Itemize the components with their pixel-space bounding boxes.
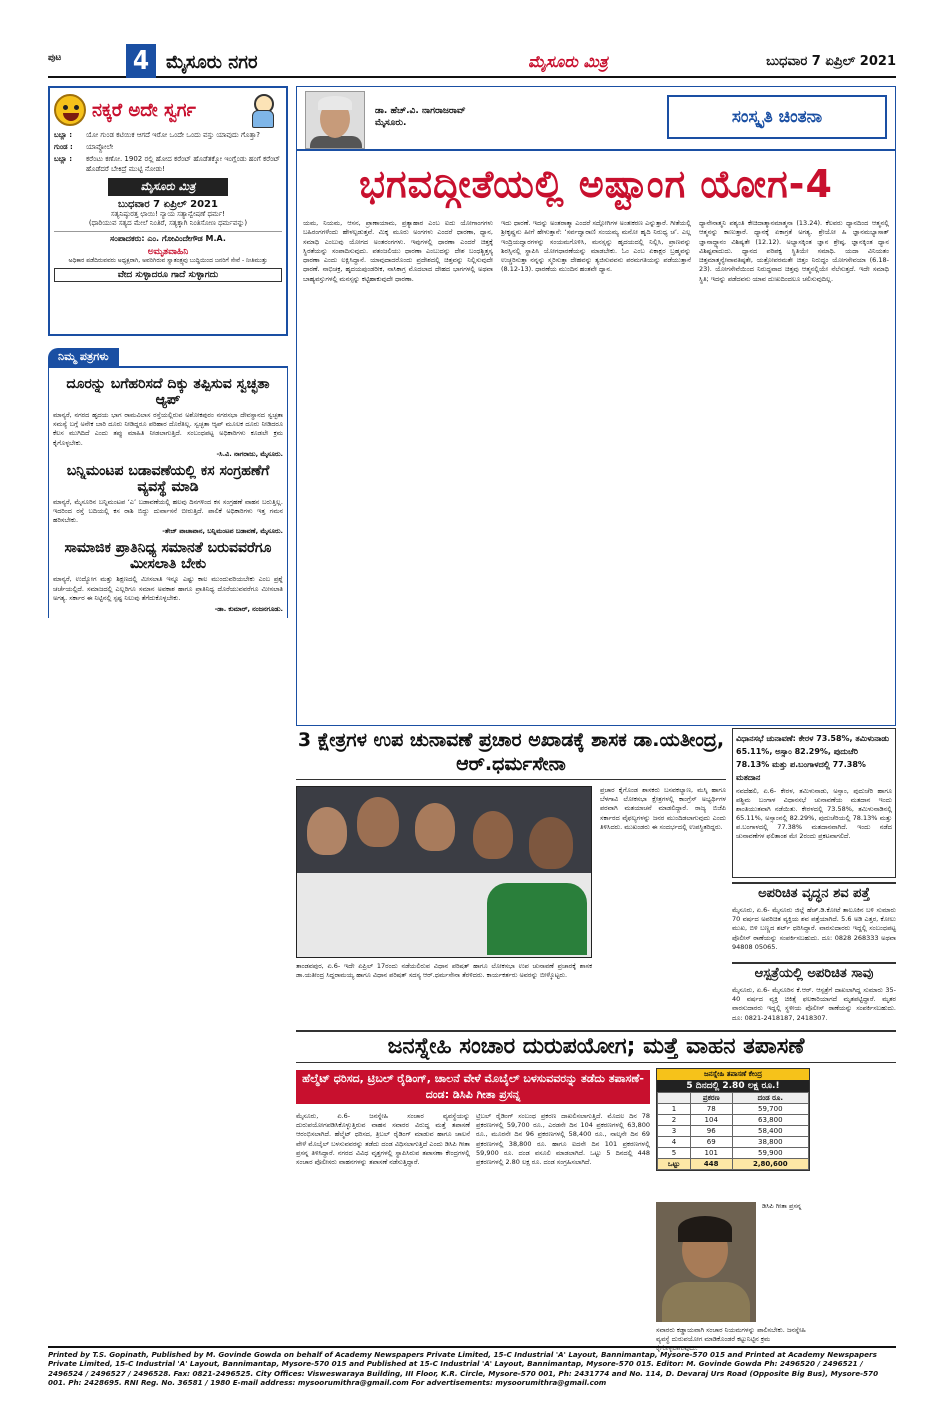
table-row: 5 101 59,900 xyxy=(658,1148,809,1159)
cartoon-figure-icon xyxy=(242,92,282,128)
author-byline xyxy=(375,105,466,129)
result-body: ನವದೆಹಲಿ, ಏ.6- ಕೇರಳ, ತಮಿಳುನಾಡು, ಅಸ್ಸಾಂ, ಪುದುಚೆರಿ ಹಾಗೂ ಪಶ್ಚಿಮ ಬಂಗಾಳ ವಿಧಾನಸಭೆ ಚುನಾವಣೆಯ ಮತದಾನ ಇಂದು ಶಾಂತಿಯುತವಾಗಿ ನಡೆಯಿತು. ಕೇರಳದಲ್ಲಿ 73.58%, ತಮಿಳುನಾಡಿನಲ್ಲಿ 65.11%, ಅಸ್ಸಾಂನಲ್ಲಿ 82.29%, ಪುದುಚೆರಿಯಲ್ಲಿ 78.13% ಮತ್ತು ಪ.ಬಂಗಾಳದಲ್ಲಿ 77.38% ಮತದಾನವಾಗಿದೆ. ಇಂದು ನಡೆದ ಚುನಾವಣೆಗಳ ಫಲಿತಾಂಶ ಮೇ 2ರಂದು ಪ್ರಕಟವಾಗಲಿದೆ. xyxy=(736,787,892,840)
joke-title: ನಕ್ಕರೆ ಅದೇ ಸ್ವರ್ಗ xyxy=(92,99,196,121)
article-headline: ಭಗವದ್ಗೀತೆಯಲ್ಲಿ ಅಷ್ಟಾಂಗ ಯೋಗ-4 xyxy=(359,162,833,206)
letters-section xyxy=(48,366,288,618)
notice-body: ಮೈಸೂರು, ಏ.6- ಮೈಸೂರು ಜಿಲ್ಲೆ ಹೆಚ್.ಡಿ.ಕೋಟೆ ತಾಲೂಕಿನ ಬಳಿ ಸುಮಾರು 70 ವರ್ಷದ ಅಪರಿಚಿತ ವ್ಯಕ್ತಿಯ ಶವ ಪತ್ತೆಯಾಗಿದೆ. 5.6 ಅಡಿ ಎತ್ತರ, ಕೋಲು ಮುಖ, ಬಿಳಿ ಬಣ್ಣದ ಶರ್ಟ್ ಧರಿಸಿದ್ದಾರೆ. ವಾರಸುದಾರರು ಇದ್ದಲ್ಲಿ ಸಂಬಂಧಪಟ್ಟ ಪೊಲೀಸ್ ಠಾಣೆಯನ್ನು ಸಂಪರ್ಕಿಸಬಹುದು. ದೂ: 0828 268333 ಅಥವಾ 94808 05065. xyxy=(732,906,896,951)
article-headline: ಜನಸ್ನೇಹಿ ಸಂಚಾರ ದುರುಪಯೋಗ; ಮತ್ತೆ ವಾಹನ ತಪಾಸಣೆ xyxy=(296,1030,896,1063)
article-columns xyxy=(303,219,889,719)
unclaimed-body-notices xyxy=(732,882,896,1340)
result-lead: ವಿಧಾನಸಭೆ ಚುನಾವಣೆ: ಕೇರಳ 73.58%, ತಮಿಳುನಾಡು 65.11%, ಅಸ್ಸಾಂ 82.29%, ಪುದುಚೆರಿ 78.13% ಮತ್ತು ಪ.ಬಂಗಾಳದಲ್ಲಿ 77.38% ಮತದಾನ xyxy=(736,734,890,782)
joke-line: ಬಬ್ಲಾ : ಕರೆಂಟು ಕಣೋ. 1902 ರಲ್ಲಿ ಹೋದ ಕರೆಂಟ್ ಹೊಡೆತಕ್ಕೋ ಇಂಗ್ಲೆಂಡು ಹಂಗೆ ಕರೆಂಟ್ ಹೊಡೆದರೆ ಬೇಕಿದ್ರೆ ಮುಟ್ಟಿ ನೋಡು! xyxy=(54,155,281,173)
article-subhead: ಹೆಲ್ಮೆಟ್ ಧರಿಸದ, ಟ್ರಿಬಲ್ ರೈಡಿಂಗ್, ಚಾಲನೆ ವೇಳೆ ಮೊಬೈಲ್ ಬಳಸುವವರನ್ನು ತಡೆದು ತಪಾಸಣೆ-ದಂಡ: ಡಿಸಿಪಿ ಗೀತಾ ಪ್ರಸನ್ನ xyxy=(296,1070,650,1104)
letter-headline: ದೂರನ್ನು ಬಗೆಹರಿಸದೆ ದಿಕ್ಕು ತಪ್ಪಿಸುವ ಸ್ವಚ್ಛತಾ ಆ್ಯಪ್ xyxy=(66,376,270,408)
proverb: ವೇದ ಸುಳ್ಳಾದರೂ ಗಾದೆ ಸುಳ್ಳಾಗದು xyxy=(54,268,282,282)
masthead xyxy=(48,46,896,78)
author-photo xyxy=(305,91,365,149)
letter-signature: -ಡಾ. ಕುಮಾರ್, ನಂಜನಗೂಡು. xyxy=(214,605,283,614)
page-label: ಪುಟ xyxy=(48,53,62,63)
article-columns xyxy=(296,1112,650,1340)
notice-headline: ಆಸ್ಪತ್ರೆಯಲ್ಲಿ ಅಪರಿಚಿತ ಸಾವು xyxy=(732,962,896,982)
notice-body: ಮೈಸೂರು, ಏ.6- ಮೈಸೂರಿನ ಕೆ.ಆರ್. ಆಸ್ಪತ್ರೆಗೆ ದಾಖಲಾಗಿದ್ದ ಸುಮಾರು 35-40 ವರ್ಷದ ವ್ಯಕ್ತಿ ಚಿಕಿತ್ಸೆ ಫಲಕಾರಿಯಾಗದೆ ಮೃತಪಟ್ಟಿದ್ದಾರೆ. ಮೃತರ ವಾರಸುದಾರರು ಇದ್ದಲ್ಲಿ ಸ್ಥಳೀಯ ಪೊಲೀಸ್ ಠಾಣೆಯನ್ನು ಸಂಪರ್ಕಿಸಬಹುದು. ದೂ: 0821-2418187, 2418307. xyxy=(732,986,896,1022)
letter-body: ಮಾನ್ಯರೆ, ನಗರದ ಹೃದಯ ಭಾಗ ರಾಮವಿಲಾಸ ರಸ್ತೆಯಲ್ಲಿರುವ ಅಶೋಕಪುರಂ ನಗರಸಭಾ ದೇವಸ್ಥಾನದ ಸ್ವಚ್ಛತಾ ಸಮಸ್ಯೆ ಬಗ್ಗೆ ಅನೇಕ ಬಾರಿ ದೂರು ನೀಡಿದ್ದರೂ ಪರಿಹಾರ ದೊರೆತಿಲ್ಲ. ಸ್ವಚ್ಛತಾ ಆ್ಯಪ್ ಮೂಲಕ ದೂರು ನೀಡಿದರೂ ಕೆಲಸ ಮುಗಿದಿದೆ ಎಂದು ತಪ್ಪು ಮಾಹಿತಿ ನೀಡಲಾಗುತ್ತಿದೆ. ಸಂಬಂಧಪಟ್ಟ ಅಧಿಕಾರಿಗಳು ಕೂಡಲೇ ಕ್ರಮ ಕೈಗೊಳ್ಳಬೇಕು. xyxy=(53,411,283,447)
letter-signature: -ಸಿ.ವಿ. ನಾಗರಾಜು, ಮೈಸೂರು. xyxy=(216,449,283,458)
quote-text: ಅಧಿಕಾರ ಪಡೆದಿರುವವರು ಅಧ್ಯಕ್ಷರಾಗಿ, ಅವರಿಗಿರುವ ಸ್ವಾತಂತ್ರ್ಯವು ಬುದ್ಧಿಯಿಂದ ಜನರಿಗೆ ಸೇವೆ - ನೀತಿಮುತ್ತು xyxy=(68,257,268,264)
news-photo xyxy=(296,786,592,958)
editor-line: ಸಂಪಾದಕರು: ಎಂ. ಗೋವಿಂದೇಗೌಡ M.A. xyxy=(54,231,282,244)
imprint-footer: Printed by T.S. Gopinath, Published by M. Govinde Gowda on behalf of Academy Newspapers Private Limited, 15-C Industrial 'A' Layout, Bannimantap, Mysore-570 015 and Printed at Academy Newspapers Private Limited, 15-C Industrial 'A' Layout, Bannimantap, Mysore-570 015 and Published at 15-C Industrial 'A' Layout, Bannimantap, Mysore-570 015. Editor: M. Govinde Gowda Ph: 2496520 / 2496521 / 2496524 / 2496527 / 2496528. Fax: 0821-2496525. City Offices: Visweswaraya Building, III Floor, K.R. Circle, Mysore-570 001, Ph: 2431774 and No. 114, D. Devaraj Urs Road (Opposite Big Bus), Mysore-570 001. Ph: 2428695. RNI Reg. No. 36581 / 1980 E-mail address: mysoorumithra@gmail.com For advertisements: mysoorumithra@gmail.com xyxy=(48,1346,896,1404)
issue-date: ಬುಧವಾರ 7 ಏಪ್ರಿಲ್ 2021 xyxy=(766,54,896,69)
photo-label: ಡಿಸಿಪಿ ಗೀತಾ ಪ್ರಸನ್ನ xyxy=(762,1202,802,1210)
letter-body: ಮಾನ್ಯರೆ, ಮೈಸೂರಿನ ಬನ್ನಿಮಂಟಪ ‘ಎ’ ಬಡಾವಣೆಯಲ್ಲಿ ಹಲವು ದಿನಗಳಿಂದ ಕಸ ಸಂಗ್ರಹಣೆ ವಾಹನ ಬರುತ್ತಿಲ್ಲ. ಇದರಿಂದ ರಸ್ತೆ ಬದಿಯಲ್ಲಿ ಕಸ ರಾಶಿ ಬಿದ್ದು ದುರ್ವಾಸನೆ ಬೀರುತ್ತಿದೆ. ಪಾಲಿಕೆ ಅಧಿಕಾರಿಗಳು ಇತ್ತ ಗಮನ ಹರಿಸಬೇಕು. xyxy=(53,497,283,525)
joke-line: ಬಬ್ಲಾ : ಯೋ ಗುಂಡ ಕಟಿಯಿಕ ಆಗದೆ ಇರೋ ಒಂದೇ ಒಂದು ವಸ್ತು ಯಾವುದು ಗೊತ್ತಾ? xyxy=(54,131,260,139)
letter-headline: ಸಾಮಾಜಿಕ ಪ್ರಾತಿನಿಧ್ಯ ಸಮಾನತೆ ಬರುವವರೆಗೂ ಮೀಸಲಾತಿ ಬೇಕು xyxy=(64,540,272,573)
table-row: 1 78 59,700 xyxy=(658,1104,809,1115)
motto: ಸತ್ಯನಿಷ್ಠುರತ್ತ ಛಾಯಿ! ನ್ಯಾಯ ಸತ್ಯಾನ್ವೇಷಣೆ ಧರ್ಮ! xyxy=(110,210,226,218)
article-column: ಯಮ, ನಿಯಮ, ಆಸನ, ಪ್ರಾಣಾಯಾಮ, ಪ್ರತ್ಯಾಹಾರ ಎಂಬ ಐದು ಯೋಗಾಂಗಗಳು ಬಹಿರಂಗಗಳೆಂದು ಹೇಳಲ್ಪಡುತ್ತವೆ. ಮಿಕ್ಕ ಮೂರು ಅಂಗಗಳು ಎಂದರೆ ಧಾರಣಾ, ಧ್ಯಾನ, ಸಮಾಧಿ ಎಂಬುವು ಯೋಗದ ಅಂತರಂಗಗಳು. ಇವುಗಳಲ್ಲಿ ಧಾರಣಾ ಎಂದರೆ ಚಿತ್ತಕ್ಕೆ ಸ್ಥಿರತೆಯನ್ನು ಸಂಪಾದಿಸುವುದು. ಪತಂಜಲಿಯು ಧಾರಣಾ ಎಂಬುದನ್ನು ದೇಶ ಬಂಧಶ್ಚಿತ್ತಸ್ಯ ಧಾರಣಾ ಎಂದು ಲಕ್ಷಿಸಿದ್ದಾನೆ. ಯಾವುದಾದರೊಂದು ಪ್ರದೇಶದಲ್ಲಿ ಚಿತ್ತವನ್ನು ನಿಲ್ಲಿಸುವುದೇ ಧಾರಣೆ. ನಾಭಿಚಕ್ರ, ಹೃದಯಪುಂಡರೀಕ, ನಾಸಿಕಾಗ್ರ ಮೊದಲಾದ ದೇಹದ ಭಾಗಗಳಲ್ಲಿ ಅಥವಾ ಬಾಹ್ಯವಸ್ತುಗಳಲ್ಲಿ ಮನಸ್ಸನ್ನು ಕಟ್ಟಿಹಾಕುವುದೇ ಧಾರಣಾ. xyxy=(303,219,493,283)
letter-body: ಮಾನ್ಯರೆ, ಉದ್ಯೋಗ ಮತ್ತು ಶಿಕ್ಷಣದಲ್ಲಿ ಮೀಸಲಾತಿ ಇನ್ನೂ ಎಷ್ಟು ಕಾಲ ಮುಂದುವರಿಯಬೇಕು ಎಂಬ ಪ್ರಶ್ನೆ ಚರ್ಚೆಯಲ್ಲಿದೆ. ಸಮಾಜದಲ್ಲಿ ಎಲ್ಲರಿಗೂ ಸಮಾನ ಅವಕಾಶ ಹಾಗೂ ಪ್ರಾತಿನಿಧ್ಯ ದೊರೆಯುವವರೆಗೂ ಮೀಸಲಾತಿ ಅಗತ್ಯ. ಸರ್ಕಾರ ಈ ನಿಟ್ಟಿನಲ್ಲಿ ಸ್ಪಷ್ಟ ನಿಲುವು ತೆಗೆದುಕೊಳ್ಳಬೇಕು. xyxy=(53,575,283,602)
article-headline: 3 ಕ್ಷೇತ್ರಗಳ ಉಪ ಚುನಾವಣೆ ಪ್ರಚಾರ ಅಖಾಡಕ್ಕೆ ಶಾಸಕ ಡಾ.ಯತೀಂದ್ರ, ಆರ್.ಧರ್ಮಸೇನಾ xyxy=(296,728,726,780)
article-column: ಇದು ಧಾರಣೆ. ಇದನ್ನು ಅಂತರಾತ್ಮಾ ಎಂದರೆ ಸದ್ಗೋಗಿಗಳ ಅಂತಃಕರಣ ಎನ್ನುತ್ತಾರೆ. ಗೀತೆಯಲ್ಲಿ ಶ್ರೀಕೃಷ್ಣನು ಹೀಗೆ ಹೇಳುತ್ತಾನೆ: ‘ಸರ್ವದ್ವಾರಾಣಿ ಸಂಯಮ್ಯ ಮನೋ ಹೃದಿ ನಿರುಧ್ಯ ಚ’. ಎಲ್ಲ ಇಂದ್ರಿಯದ್ವಾರಗಳನ್ನು ಸಂಯಮಗೊಳಿಸಿ, ಮನಸ್ಸನ್ನು ಹೃದಯದಲ್ಲಿ ನಿಲ್ಲಿಸಿ, ಪ್ರಾಣವನ್ನು ಶಿರಸ್ಸಿನಲ್ಲಿ ಸ್ಥಾಪಿಸಿ ಯೋಗಧಾರಣೆಯನ್ನು ಮಾಡಬೇಕು. ಓಂ ಎಂಬ ಏಕಾಕ್ಷರ ಬ್ರಹ್ಮವನ್ನು ಉಚ್ಚರಿಸುತ್ತಾ ನನ್ನನ್ನು ಸ್ಮರಿಸುತ್ತಾ ದೇಹವನ್ನು ತ್ಯಜಿಸುವವನು ಪರಮಗತಿಯನ್ನು ಪಡೆಯುತ್ತಾನೆ (8.12-13). ಧಾರಣೆಯ ಮುಂದಿನ ಹಂತವೇ ಧ್ಯಾನ. xyxy=(501,219,691,274)
quote-title: ಅಮೃತವಾಹಿನಿ xyxy=(147,247,189,257)
motto-note: (ಧಾರಿಯುವ ಸತ್ಯದ ಮೇಲೆ ನಿಂತಿರೆ, ಸತ್ಯಕ್ಕಾಗಿ ನಿಂತಿಸೋಣ ಧರ್ಮವನ್ನು) xyxy=(88,219,248,227)
letter-signature: -ತೇಜ್ ಪಾಚಾಪಾನ, ಬನ್ನಿಮಂಟಪ ಬಡಾವಣೆ, ಮೈಸೂರು. xyxy=(162,527,283,536)
election-result-box xyxy=(732,728,896,878)
left-column xyxy=(48,86,288,618)
section-title: ಮೈಸೂರು ನಗರ xyxy=(166,52,258,73)
page-number: 4 xyxy=(126,44,156,78)
table-row: 3 96 58,400 xyxy=(658,1126,809,1137)
article-column: ಧ್ಯಾನೇನಾತ್ಮನಿ ಪಶ್ಯಂತಿ ಕೇಚಿದಾತ್ಮಾನಮಾತ್ಮನಾ (13.24). ಕೆಲವರು ಧ್ಯಾನದಿಂದ ಆತ್ಮನಲ್ಲಿ ಆತ್ಮನನ್ನು ಕಾಣುತ್ತಾರೆ. ಧ್ಯಾನಕ್ಕೆ ಏಕಾಗ್ರತೆ ಅಗತ್ಯ. ಶ್ರೇಯೋ ಹಿ ಜ್ಞಾನಮಭ್ಯಾಸಾತ್ ಜ್ಞಾನಾದ್ಧ್ಯಾನಂ ವಿಶಿಷ್ಯತೇ (12.12). ಅಭ್ಯಾಸಕ್ಕಿಂತ ಜ್ಞಾನ ಶ್ರೇಷ್ಠ, ಜ್ಞಾನಕ್ಕಿಂತ ಧ್ಯಾನ ವಿಶಿಷ್ಟವಾದುದು. ಧ್ಯಾನದ ಪರಿಪಕ್ವ ಸ್ಥಿತಿಯೇ ಸಮಾಧಿ. ಯದಾ ವಿನಿಯತಂ ಚಿತ್ತಮಾತ್ಮನ್ಯೇವಾವತಿಷ್ಠತೇ, ಯತ್ರೋಪರಮತೇ ಚಿತ್ತಂ ನಿರುದ್ಧಂ ಯೋಗಸೇವಯಾ (6.18-23). ಯೋಗಸೇವೆಯಿಂದ ನಿರುದ್ಧವಾದ ಚಿತ್ತವು ಆತ್ಮನಲ್ಲಿಯೇ ನೆಲೆಸುತ್ತದೆ. ಇದೇ ಸಮಾಧಿ ಸ್ಥಿತಿ; ಇದನ್ನು ಪಡೆದವನು ಯಾವ ದುಃಖದಿಂದಲೂ ಚಲಿಸುವುದಿಲ್ಲ. xyxy=(699,219,889,283)
column-tag: ಸಂಸ್ಕೃತಿ ಚಿಂತನಾ xyxy=(667,95,887,139)
table-total-row: ಒಟ್ಟು 448 2,80,600 xyxy=(658,1159,809,1170)
gita-article xyxy=(296,86,896,726)
article-banner xyxy=(297,87,895,151)
newspaper-logo: ಮೈಸೂರು ಮಿತ್ರ xyxy=(528,52,608,71)
table-highlight: 5 ದಿನದಲ್ಲಿ 2.80 ಲಕ್ಷ ರೂ.! xyxy=(657,1080,809,1092)
table-row: 4 69 38,800 xyxy=(658,1137,809,1148)
joke-date: ಬುಧವಾರ 7 ಏಪ್ರಿಲ್ 2021 xyxy=(118,199,218,210)
table-header-row: ಪ್ರಕರಣ ದಂಡ ರೂ. xyxy=(658,1093,809,1104)
author-city: ಮೈಸೂರು. xyxy=(375,118,407,128)
letter-headline: ಬನ್ನಿಮಂಟಪ ಬಡಾವಣೆಯಲ್ಲಿ ಕಸ ಸಂಗ್ರಹಣೆಗೆ ವ್ಯವಸ್ಥೆ ಮಾಡಿ xyxy=(66,462,270,495)
joke-box xyxy=(48,86,288,336)
notice-headline: ಅಪರಿಚಿತ ವೃದ್ಧನ ಶವ ಪತ್ತೆ xyxy=(732,882,896,902)
author-name: ಡಾ. ಹೆಚ್.ವಿ. ನಾಗರಾಜರಾವ್ xyxy=(375,106,466,116)
laughing-emoji-icon xyxy=(54,94,86,126)
joke-line: ಗುಂಡ : ಯಾವ್ದೋಲೇ xyxy=(54,143,114,151)
article-column: ಮೈಸೂರು, ಏ.6- ಜನಸ್ನೇಹಿ ಸಂಚಾರ ವ್ಯವಸ್ಥೆಯನ್ನು ದುರುಪಯೋಗಪಡಿಸಿಕೊಳ್ಳುತ್ತಿರುವ ವಾಹನ ಸವಾರರ ವಿರುದ್ಧ ಮತ್ತೆ ತಪಾಸಣೆ ಆರಂಭಿಸಲಾಗಿದೆ. ಹೆಲ್ಮೆಟ್ ಧರಿಸದ, ತ್ರಿಬಲ್ ರೈಡಿಂಗ್ ಮಾಡುವ ಹಾಗೂ ಚಾಲನೆ ವೇಳೆ ಮೊಬೈಲ್ ಬಳಸುವವರನ್ನು ತಡೆದು ದಂಡ ವಿಧಿಸಲಾಗುತ್ತಿದೆ ಎಂದು ಡಿಸಿಪಿ ಗೀತಾ ಪ್ರಸನ್ನ ತಿಳಿಸಿದ್ದಾರೆ. ನಗರದ ವಿವಿಧ ವೃತ್ತಗಳಲ್ಲಿ ಸ್ಥಾಪಿಸಿರುವ ತಪಾಸಣಾ ಕೇಂದ್ರಗಳಲ್ಲಿ ಸಂಚಾರ ಪೊಲೀಸರು ವಾಹನಗಳನ್ನು ತಪಾಸಣೆ ನಡೆಸುತ್ತಿದ್ದಾರೆ. xyxy=(296,1112,470,1167)
article-column: ಟ್ರಿಬಲ್ ರೈಡಿಂಗ್ ಸಂಬಂಧ ಪ್ರಕರಣ ದಾಖಲಿಸಲಾಗುತ್ತಿದೆ. ಮೊದಲ ದಿನ 78 ಪ್ರಕರಣಗಳಲ್ಲಿ 59,700 ರೂ., ಎರಡನೇ ದಿನ 104 ಪ್ರಕರಣಗಳಲ್ಲಿ 63,800 ರೂ., ಮೂರನೇ ದಿನ 96 ಪ್ರಕರಣಗಳಲ್ಲಿ 58,400 ರೂ., ನಾಲ್ಕನೇ ದಿನ 69 ಪ್ರಕರಣಗಳಲ್ಲಿ 38,800 ರೂ. ಹಾಗೂ ಐದನೇ ದಿನ 101 ಪ್ರಕರಣಗಳಲ್ಲಿ 59,900 ರೂ. ದಂಡ ವಸೂಲಿ ಮಾಡಲಾಗಿದೆ. ಒಟ್ಟು 5 ದಿನದಲ್ಲಿ 448 ಪ್ರಕರಣಗಳಲ್ಲಿ 2.80 ಲಕ್ಷ ರೂ. ದಂಡ ಸಂಗ್ರಹಿಸಲಾಗಿದೆ. xyxy=(476,1112,650,1167)
letters-section-tag: ನಿಮ್ಮ ಪತ್ರಗಳು xyxy=(48,348,119,366)
article-body: ಸವಾರರು ಕಡ್ಡಾಯವಾಗಿ ಸಂಚಾರ ನಿಯಮಗಳನ್ನು ಪಾಲಿಸಬೇಕು. ಜನಸ್ನೇಹಿ ವ್ಯವಸ್ಥೆ ದುರುಪಯೋಗ ಮಾಡಿಕೊಂಡರೆ ಕಟ್ಟುನಿಟ್ಟಿನ ಕ್ರಮ ಕೈಗೊಳ್ಳಲಾಗುವುದು. xyxy=(656,1326,806,1352)
joke-header xyxy=(54,92,282,128)
article-body: ಪ್ರಚಾರ ಕೈಗೊಂಡ ಶಾಸಕರು ಬಸವಕಲ್ಯಾಣ, ಮಸ್ಕಿ ಹಾಗೂ ಬೆಳಗಾವಿ ಲೋಕಸಭಾ ಕ್ಷೇತ್ರಗಳಲ್ಲಿ ಕಾಂಗ್ರೆಸ್ ಅಭ್ಯರ್ಥಿಗಳ ಪರವಾಗಿ ಮತಯಾಚನೆ ಮಾಡಲಿದ್ದಾರೆ. ರಾಜ್ಯ ಬಿಜೆಪಿ ಸರ್ಕಾರದ ವೈಫಲ್ಯಗಳನ್ನು ಜನರ ಮುಂದಿಡಲಾಗುವುದು ಎಂದು ತಿಳಿಸಿದರು. ಮುಖಂಡರು ಈ ಸಂದರ್ಭದಲ್ಲಿ ಉಪಸ್ಥಿತರಿದ್ದರು. xyxy=(600,786,726,831)
photo-caption: ತಾಂಡವಪುರ, ಏ.6- ಇದೇ ಏಪ್ರಿಲ್ 17ರಂದು ನಡೆಯಲಿರುವ ವಿಧಾನ ಪರಿಷತ್ ಹಾಗೂ ಲೋಕಸಭಾ ಉಪ ಚುನಾವಣೆ ಪ್ರಚಾರಕ್ಕೆ ಶಾಸಕ ಡಾ.ಯತೀಂದ್ರ ಸಿದ್ದರಾಮಯ್ಯ ಹಾಗೂ ವಿಧಾನ ಪರಿಷತ್ ಸದಸ್ಯ ಆರ್.ಧರ್ಮಸೇನಾ ತೆರಳಿದರು. ಕಾರ್ಯಕರ್ತರು ಅವರನ್ನು ಬೀಳ್ಕೊಟ್ಟರು. xyxy=(296,962,592,979)
table-title: ಜನಸ್ನೇಹಿ ತಪಾಸಣೆ ಕೇಂದ್ರ xyxy=(657,1069,809,1080)
brand-badge: ಮೈಸೂರು ಮಿತ್ರ xyxy=(108,178,228,196)
table-row: 2 104 63,800 xyxy=(658,1115,809,1126)
bypoll-article xyxy=(296,728,726,1028)
